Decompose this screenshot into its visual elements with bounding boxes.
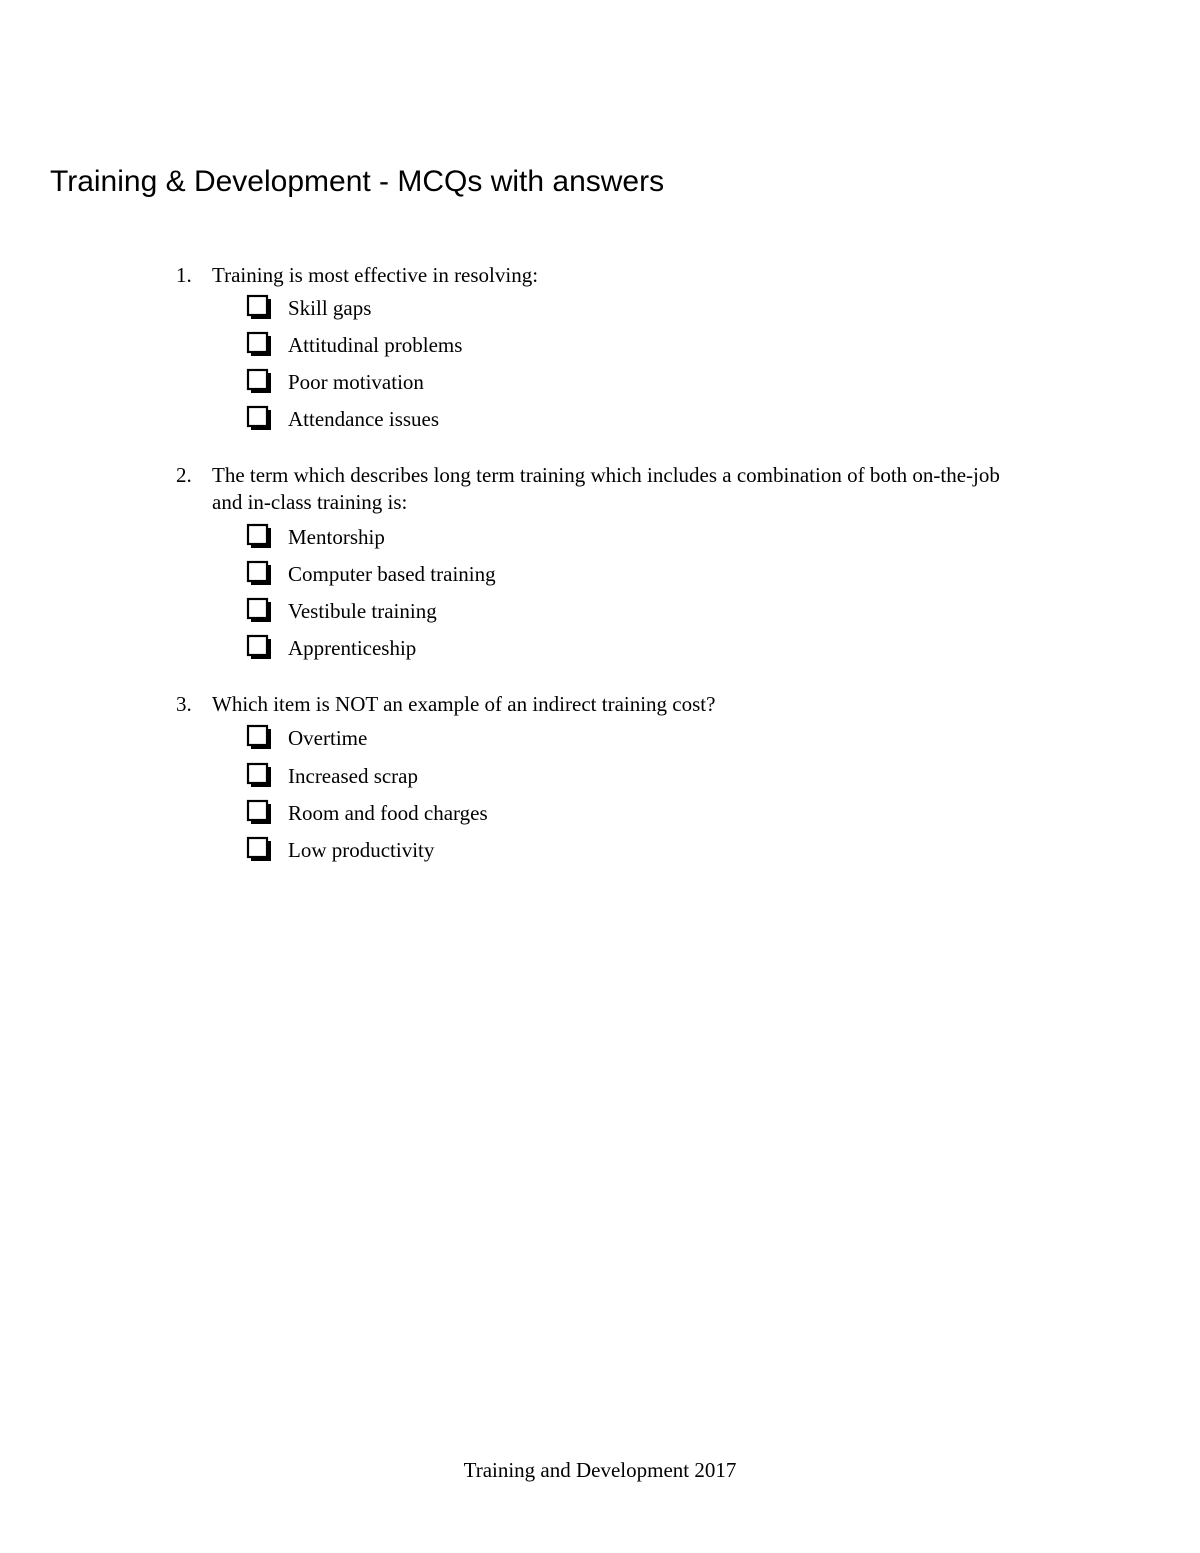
- checkbox-icon[interactable]: [246, 634, 273, 661]
- question-text: Training is most effective in resolving:: [212, 263, 539, 287]
- option-attitudinal-problems[interactable]: [246, 331, 746, 361]
- option-apprenticeship[interactable]: [246, 634, 746, 664]
- checkbox-icon[interactable]: [246, 836, 273, 863]
- checkbox-icon[interactable]: [246, 368, 273, 395]
- option-label: Vestibule training: [288, 599, 437, 623]
- option-label: Attendance issues: [288, 407, 440, 431]
- question-number: 1.: [176, 263, 192, 287]
- option-vestibule-training[interactable]: [246, 597, 746, 627]
- option-label: Poor motivation: [288, 370, 424, 394]
- option-label: Skill gaps: [288, 296, 372, 320]
- checkbox-icon[interactable]: [246, 724, 273, 751]
- option-label: Attitudinal problems: [288, 333, 463, 357]
- checkbox-icon[interactable]: [246, 597, 273, 624]
- checkbox-icon[interactable]: [246, 762, 273, 789]
- page-footer: Training and Development 2017: [463, 1458, 737, 1482]
- option-low-productivity[interactable]: [246, 836, 746, 866]
- option-increased-scrap[interactable]: [246, 762, 746, 792]
- question-number: 2.: [176, 463, 192, 487]
- option-label: Computer based training: [288, 562, 496, 586]
- checkbox-icon[interactable]: [246, 331, 273, 358]
- checkbox-icon[interactable]: [246, 294, 273, 321]
- option-label: Room and food charges: [288, 801, 488, 825]
- option-label: Increased scrap: [288, 764, 418, 788]
- option-mentorship[interactable]: [246, 523, 746, 553]
- option-overtime[interactable]: [246, 724, 746, 754]
- option-label: Overtime: [288, 726, 368, 750]
- option-skill-gaps[interactable]: [246, 294, 746, 324]
- checkbox-icon[interactable]: [246, 523, 273, 550]
- page-title: Training & Development - MCQs with answers: [50, 165, 665, 198]
- option-attendance-issues[interactable]: [246, 405, 746, 435]
- option-computer-based-training[interactable]: [246, 560, 746, 590]
- option-label: Low productivity: [288, 838, 435, 862]
- option-label: Apprenticeship: [288, 636, 417, 660]
- question-text: Which item is NOT an example of an indirect training cost?: [212, 692, 716, 716]
- option-poor-motivation[interactable]: [246, 368, 746, 398]
- checkbox-icon[interactable]: [246, 560, 273, 587]
- question-number: 3.: [176, 692, 192, 716]
- question-text: The term which describes long term training which includes a combination of both on-the-job and in-class training is:: [212, 463, 1000, 514]
- option-label: Mentorship: [288, 525, 385, 549]
- checkbox-icon[interactable]: [246, 799, 273, 826]
- checkbox-icon[interactable]: [246, 405, 273, 432]
- option-room-and-food-charges[interactable]: [246, 799, 746, 829]
